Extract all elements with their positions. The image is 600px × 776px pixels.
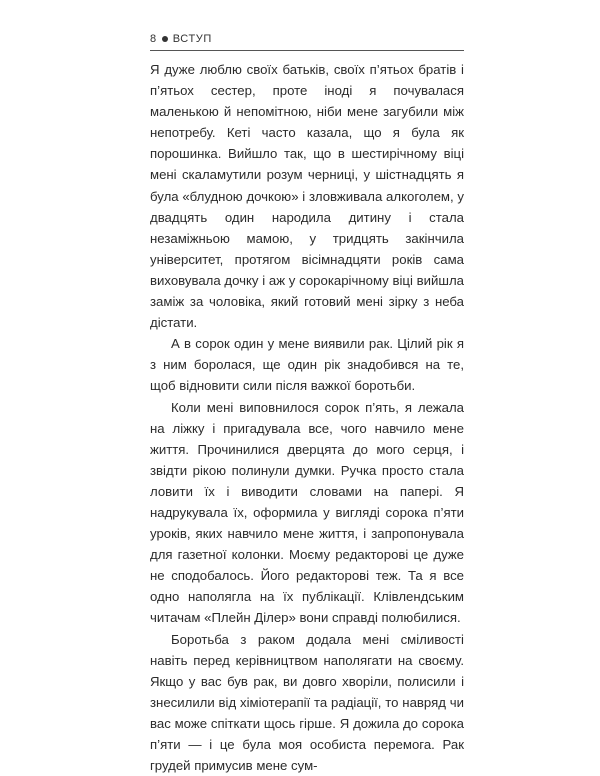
paragraph-3: Коли мені виповнилося сорок п’ять, я лежала на ліжку і пригадувала все, чого навчило мене життя. Прочинилися дверцята до мого серця, і звідти рікою полинули думки. Ручка просто стала ловити їх і виводити словами на папері. Я надрукувала їх, оформила у вигляді сорока п’яти уроків, яких навчило мене життя, і запропонувала для газетної колонки. Моєму редакторові це дуже не сподобалось. Його редакторові теж. Та я все одно наполягла на їх публікації. Клівлендським читачам «Плейн Ділер» вони справді полюбилися. (150, 399, 464, 626)
header-rule (150, 50, 464, 51)
bullet-separator-icon (162, 36, 168, 42)
paragraph-4: Боротьба з раком додала мені сміливості навіть перед керівництвом наполягати на своєму. Якщо у вас був рак, ви довго хворіли, полисили і знесилили від хіміотерапії та радіації, то навряд чи вас може спіткати щось гірше. Я дожила до сорока п’яти — і це була моя особиста перемога. Рак грудей примусив мене сум- (150, 631, 464, 774)
paragraph-1: Я дуже люблю своїх батьків, своїх п’ятьох братів і п’ятьох сестер, проте іноді я почувалася маленькою й непомітною, ніби мене загубили між непотребу. Кеті часто казала, що я була як порошинка. Вийшло так, що в шестирічному віці мені скаламутили розум черниці, у шістнадцять я була «блудною дочкою» і зловживала алкоголем, у двадцять один народила дитину і стала незаміжньою мамою, у тридцять закінчила університет, протягом вісімнадцяти років сама виховувала дочку і аж у сорокарічному віці вийшла заміж за чоловіка, який готовий мені зірку з неба дістати. (150, 62, 464, 331)
running-head (150, 32, 212, 46)
section-title: ВСТУП (172, 33, 212, 45)
paragraph-2: А в сорок один у мене виявили рак. Цілий рік я з ним боролася, ще один рік знадобився на те, щоб відновити сили після важкої боротьби. (150, 336, 464, 394)
body-text (150, 59, 464, 776)
page-number: 8 (150, 33, 157, 45)
